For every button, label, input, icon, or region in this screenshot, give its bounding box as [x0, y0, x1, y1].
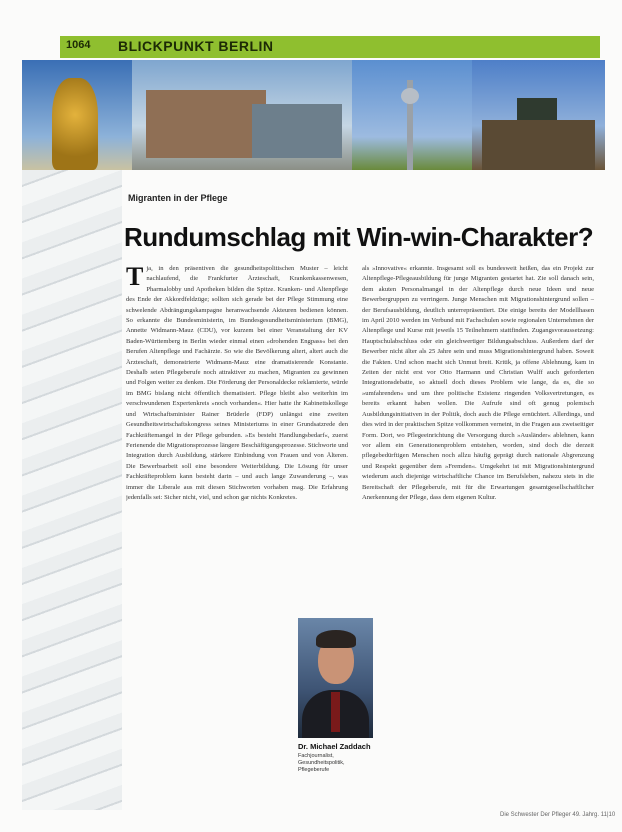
gate-shape	[482, 120, 595, 170]
berlin-station-photo	[132, 60, 352, 170]
page-number: 1064	[66, 39, 91, 51]
tower-ball-shape	[401, 88, 419, 104]
column-1-text: ja, in den präsentiven die gesundheitspolitischen Muster – leicht nachlaufend, die Frankfurter Ärzteschaft, Krankenkassenwesen, Pharmalobby und Apotheken bilden die Spitze. Kranken- und Altenpflege des Ende der Akkordfeldzüge; sollten sich gerade bei der Pflege Stimmung eine schwelende Abdrängungskampagne heranwachsende Akteuren bedienen können. So erkannte die Bundesministerin, im Bundesgesundheitsministerium (BMG), Annette Widmann-Mauz (CDU), vor kurzem bei einer Veranstaltung der KV Baden-Württemberg in Berlin wieder einmal einen »drohenden Engpass« bei den Berufen Altenpflege und Fachärzte. So wie die Bevölkerung altert, altert auch die Ärzteschaft, demonstrierte Widmann-Mauz eine dramatisierende Konstante. Deshalb seien Pflegeberufe noch attraktiver zu machen, Migranten zu gewinnen und Folgen weiter zu denken. Die Förderung der Personaldecke reklamierte, würde im BMG bislang nicht öffentlich thematisiert. Pflege bleibt also weiterhin im verschwundenen Expertenkreis »noch vorhanden«. Hier hatte ihr Kabinettskollege und Wirtschaftsminister Rainer Brüderle (FDP) unlängst eine zweiten Gesundheitswirtschaftskongress seines Ministeriums in einer Grundsatzrede den Fachkräftemangel in der Pflege gebunden. »Es besteht Handlungsbedarf«, zuerst Ferienende die Migrationsprozesse längere Beschäftigungsprozesse. Stichworte und Integration durch Ausbildung, stärkere Einbindung von Frauen und von Älteren. Die Bewerbsarbeit soll eine besondere Weiterbildung. Die Lösung für unser Fachkräfteproblem kann besteht darin – und auch lange Zuwanderung –, was immer die Liberale aus mit diesen Stichworten vorhaben mag. Die Erfahrung jedenfalls sei: Sicher nicht, viel, und schon gar nichts Konkretes.	[126, 265, 348, 501]
photo-strip	[22, 60, 605, 170]
statue-shape	[52, 78, 98, 170]
drop-cap: T	[126, 264, 144, 291]
portrait-hair	[316, 630, 356, 648]
brandenburg-gate-photo	[472, 60, 605, 170]
author-role: Fachjournalist, Gesundheitspolitik, Pflegeberufe	[298, 753, 345, 773]
article-column-2	[362, 264, 594, 804]
section-rubric: BLICKPUNKT BERLIN	[118, 38, 274, 54]
column-2-text: als »Innovative« erkannte. Insgesamt soll es bundesweit heißen, das ein Projekt zur Altenpflege-Pflegeausbildung für junge Migranten gestartet hat. Zie soll danach sein, dem akuten Personalmangel in der Altenpflege durch neue Ideen und neue Bewerbergruppen zu verringern. Junge Menschen mit Migrationshintergrund sollen – der Berufsausbildung, deutlich unterrepräsentiert. Die einige bereits der Modellhasen im April 2010 werden im Verbund mit Fachschulen sowie regionalen Unternehmen der Altenpflege und Kurse mit jeweils 15 Teilnehmern stattfinden. Zugangsvoraussetzung: Hauptschulabschluss oder ein gleichwertiger Bildungsabschluss. Außerdem darf der Bewerber nicht älter als 25 Jahre sein und muss Migrationshintergrund haben. Soweit die Fakten. Und schon macht sich Unmut breit. Kritik, ja offene Ablehnung, kam in Zeiten der nicht erst vor Otto Harmann und Christian Wulff auch geforderten Integrationsdebatte, so aktuell doch dieses Problem wie lange, da es, die so »umfahrenden« und um ihre politische Existenz ringenden Volksvertretungen, es bereits erkannt haben wollen. Die Aufrufe sind oft genug polemisch Ausbildungsinitiativen in der Politik, doch auch die Pflege ernüchtert. Allerdings, und dies wird in der praktischen Spitze vollkommen verneint, in die Fragen aus zweiseitiger Form. Dort, wo Pflegeeinrichtung die Versorgung durch »Ausländer« ablehnen, kann vor allem ein Generationenproblem entstehen, worden, sind doch die derzeit pflegebedürftigen Menschen noch allzu häufig geprägt durch nationale Abgrenzung und Respekt gegenüber dem »Fremden«. Umgekehrt ist mit Migrationshintergrund wiederum auch diejenige wirtschaftliche Chance im Berufsleben, nahezu stets in die Bereitschaft der Pflegeberufe, mit für die Erwartungen gesamtgesellschaftlicher Anerkennung der Pflege, dass dem eigenen Kultur.	[362, 265, 594, 501]
tv-tower-photo	[352, 60, 472, 170]
golden-statue-photo	[22, 60, 132, 170]
author-name: Dr. Michael Zaddach	[298, 742, 371, 751]
decorative-glass-image	[22, 170, 122, 810]
portrait-tie	[331, 692, 340, 732]
building-shape	[146, 90, 266, 158]
page-footer: Die Schwester Der Pfleger 49. Jahrg. 11|10	[500, 812, 616, 818]
building-shape	[252, 104, 342, 158]
article-headline: Rundumschlag mit Win-win-Charakter?	[124, 222, 594, 252]
quadriga-shape	[517, 98, 557, 120]
article-kicker: Migranten in der Pflege	[128, 193, 228, 203]
author-portrait	[298, 618, 373, 738]
